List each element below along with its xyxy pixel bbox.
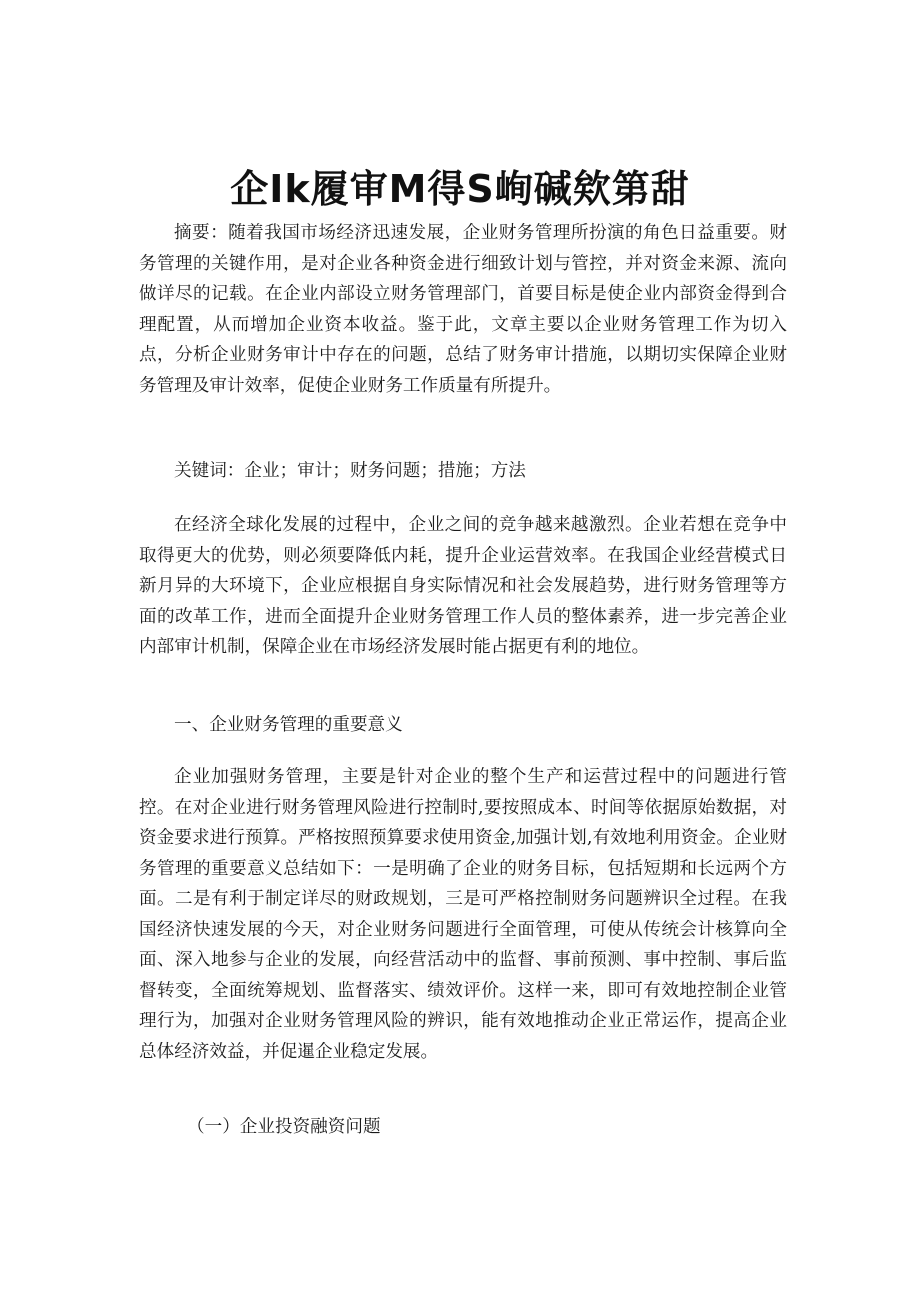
document-title: 企Ik履审M得S峋碱欸第甜	[230, 167, 690, 212]
body-paragraph: 企业加强财务管理，主要是针对企业的整个生产和运营过程中的问题进行管控。在对企业进行财务管理风险进行控制时,要按照成本、时间等依据原始数据，对资金要求进行预算。严格按照预算要求使用资金,加强计划,有效地利用资金。企业财务管理的重要意义总结如下：一是明确了企业的财务目标，包括短期和长远两个方面。二是有利于制定详尽的财政规划，三是可严格控制财务问题辨识全过程。在我国经济快速发展的今天，对企业财务问题进行全面管理，可使从传统会计核算向全面、深入地参与企业的发展，向经营活动中的监督、事前预测、事中控制、事后监督转变，全面统筹规划、监督落实、绩效评价。这样一来，即可有效地控制企业管理行为，加强对企业财务管理风险的辨识，能有效地推动企业正常运作，提高企业总体经济效益，并促暹企业稳定发展。	[139, 767, 787, 1062]
abstract-paragraph: 摘要：随着我国市场经济迅速发展，企业财务管理所扮演的角色日益重要。财务管理的关键作用，是对企业各种资金进行细致计划与管控，并对资金来源、流向做详尽的记载。在企业内部设立财务管理部门，首要目标是使企业内部资金得到合理配置，从而增加企业资本收益。鉴于此，文章主要以企业财务管理工作为切入点，分析企业财务审计中存在的问题，总结了财务审计措施，以期切实保障企业财务管理及审计效率，促使企业财务工作质量有所提升。	[139, 223, 787, 396]
section-heading: 一、企业财务管理的重要意义	[174, 715, 403, 735]
keywords-line: 关键词：企业；审计；财务问题；措施；方法	[174, 461, 526, 481]
subsection-heading: （一）企业投资融资问题	[187, 1117, 381, 1137]
intro-paragraph: 在经济全球化发展的过程中，企业之间的竞争越来越激烈。企业若想在竞争中取得更大的优势，则必须要降低内耗，提升企业运营效率。在我国企业经营模式日新月异的大环境下，企业应根据自身实际情况和社会发展趋势，进行财务管理等方面的改革工作，进而全面提升企业财务管理工作人员的整体素养，进一步完善企业内部审计机制，保障企业在市场经济发展时能占据更有利的地位。	[139, 515, 787, 657]
